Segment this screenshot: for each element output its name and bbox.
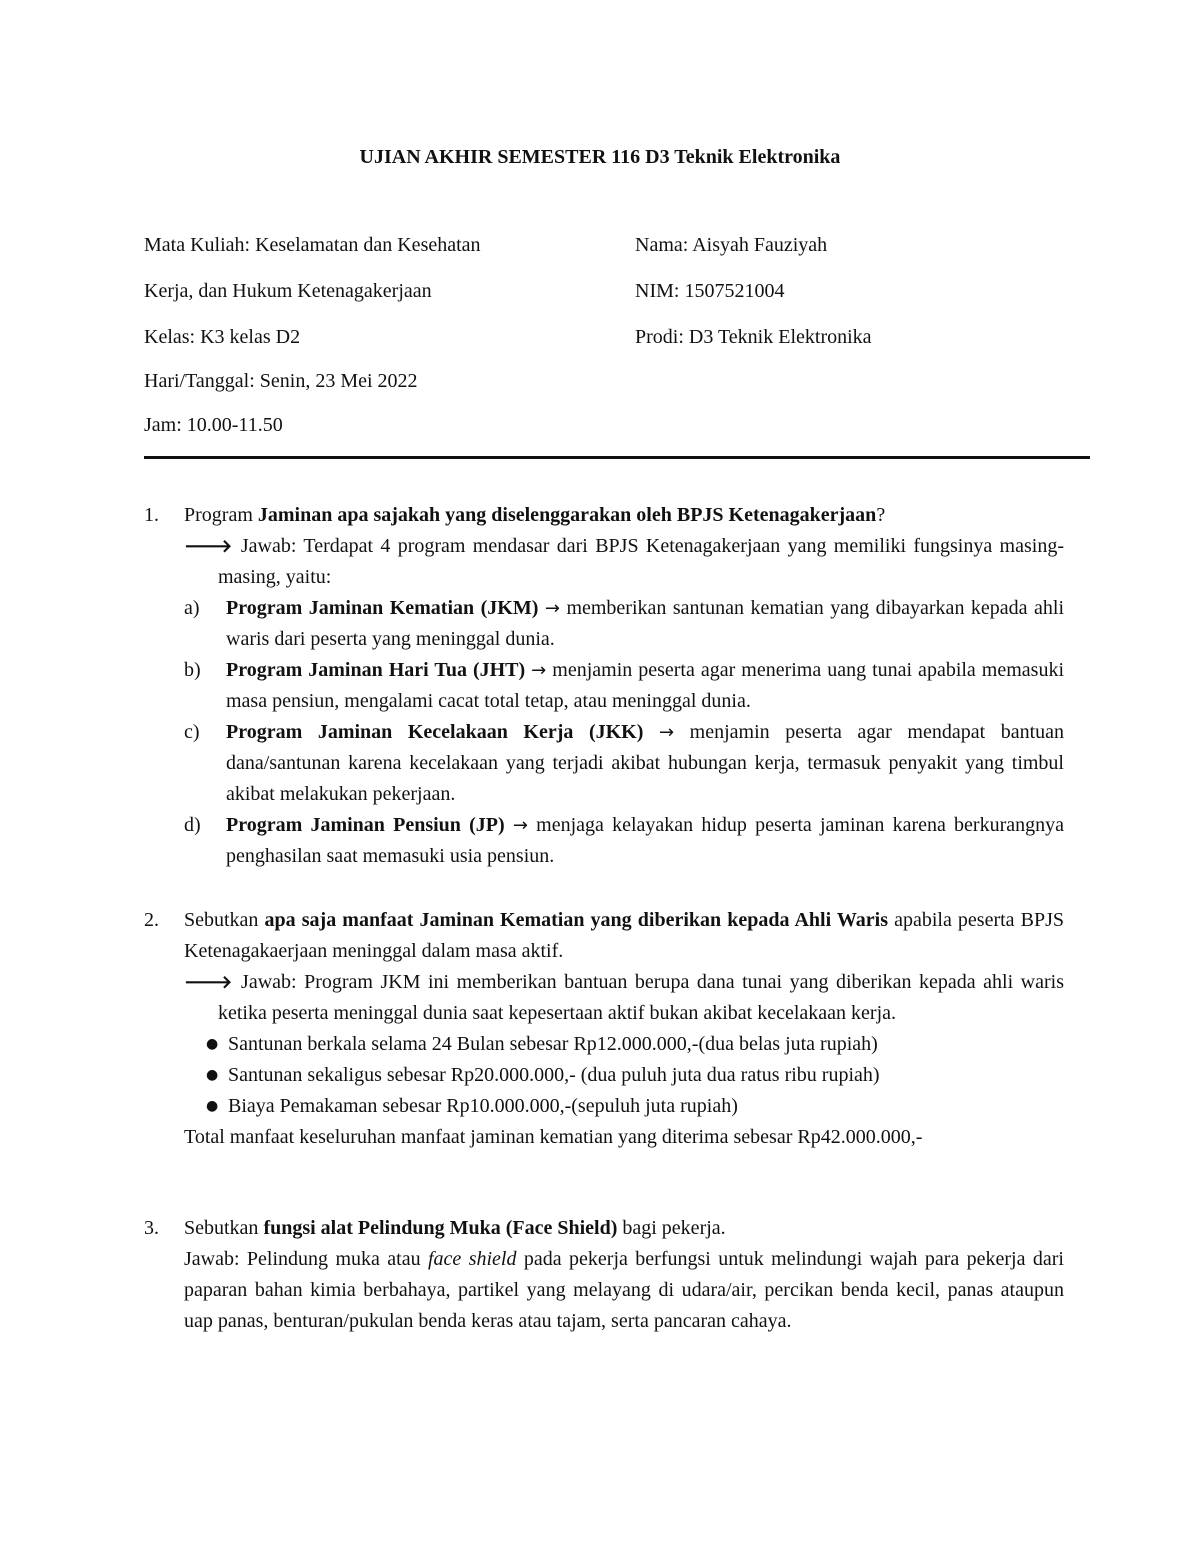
answer — [184, 531, 1064, 872]
hari-tanggal: Hari/Tanggal: Senin, 23 Mei 2022 — [144, 370, 418, 392]
list-item: a) Program Jaminan Kematian (JKM) → memberikan santunan kematian yang dibayarkan kepada ahli waris dari peserta yang meninggal dunia. — [184, 597, 1065, 650]
question-text: Sebutkan fungsi alat Pelindung Muka (Face Shield) bagi pekerja. — [184, 1217, 726, 1239]
question-number: 1. — [144, 504, 159, 526]
question-number: 2. — [144, 909, 159, 931]
bullet-icon: ● — [206, 1098, 219, 1114]
list-item: c) Program Jaminan Kecelakaan Kerja (JKK) → menjamin peserta agar mendapat bantuan dana/santunan karena kecelakaan yang terjadi akibat hubungan kerja, termasuk penyakit yang timbul akibat melakukan pekerjaan. — [184, 721, 1065, 805]
list-item: ● Biaya Pemakaman sebesar Rp10.000.000,-(sepuluh juta rupiah) — [144, 1091, 1064, 1122]
question-text: Program Jaminan apa sajakah yang diselenggarakan oleh BPJS Ketenagakerjaan? — [184, 504, 886, 526]
question-number: 3. — [144, 1217, 159, 1239]
list-item: ● Santunan sekaligus sebesar Rp20.000.000,- (dua puluh juta dua ratus ribu rupiah) — [144, 1060, 1064, 1091]
arrow-right-icon: 🡒 — [184, 972, 242, 993]
mata-kuliah-line-1: Mata Kuliah: Keselamatan dan Kesehatan — [144, 234, 481, 256]
exam-title: UJIAN AKHIR SEMESTER 116 D3 Teknik Elektronika — [359, 146, 841, 168]
prodi: Prodi: D3 Teknik Elektronika — [635, 326, 872, 348]
arrow-right-icon: 🡒 — [184, 536, 241, 557]
question-text: Sebutkan apa saja manfaat Jaminan Kematian yang diberikan kepada Ahli Waris apabila peserta BPJS Ketenagakaerjaan meninggal dalam masa aktif. — [184, 909, 1065, 962]
answer — [184, 967, 1064, 1029]
list-item: ● Santunan berkala selama 24 Bulan sebesar Rp12.000.000,-(dua belas juta rupiah) — [144, 1029, 1064, 1060]
nama: Nama: Aisyah Fauziyah — [635, 234, 828, 256]
answer-intro: 🡒 Jawab: Program JKM ini memberikan bantuan berupa dana tunai yang diberikan kepada ahli waris ketika peserta meninggal dunia saat kepesertaan aktif bukan akibat kecelakaan kerja. — [184, 971, 1064, 1024]
bullet-icon: ● — [206, 1036, 219, 1052]
answer-intro: 🡒 Jawab: Terdapat 4 program mendasar dari BPJS Ketenagakerjaan yang memiliki fungsinya masing-masing, yaitu: — [184, 535, 1064, 588]
arrow-right-icon: → — [658, 722, 675, 743]
bullet-icon: ● — [206, 1067, 219, 1083]
header-divider — [144, 456, 1090, 459]
jam: Jam: 10.00-11.50 — [144, 414, 283, 436]
arrow-right-icon: → — [544, 598, 560, 619]
arrow-right-icon: → — [531, 660, 547, 681]
question-2 — [144, 905, 1064, 1153]
question-3 — [144, 1213, 1064, 1337]
arrow-right-icon: → — [512, 815, 528, 836]
list-item: b) Program Jaminan Hari Tua (JHT) → menjamin peserta agar menerima uang tunai apabila memasuki masa pensiun, mengalami cacat total tetap, atau meninggal dunia. — [184, 659, 1065, 712]
nim: NIM: 1507521004 — [635, 280, 785, 302]
list-item: d) Program Jaminan Pensiun (JP) → menjaga kelayakan hidup peserta jaminan karena berkurangnya penghasilan saat memasuki usia pensiun. — [184, 814, 1065, 867]
question-1 — [144, 500, 1064, 872]
mata-kuliah-line-2: Kerja, dan Hukum Ketenagakerjaan — [144, 280, 432, 302]
total-benefit: Total manfaat keseluruhan manfaat jaminan kematian yang diterima sebesar Rp42.000.000,- — [184, 1126, 923, 1148]
answer: Jawab: Pelindung muka atau face shield pada pekerja berfungsi untuk melindungi wajah para pekerja dari paparan bahan kimia berbahaya, partikel yang melayang di udara/air, percikan benda kecil, panas ataupun uap panas, benturan/pukulan benda keras atau tajam, serta pancaran cahaya. — [184, 1248, 1064, 1332]
kelas: Kelas: K3 kelas D2 — [144, 326, 301, 348]
